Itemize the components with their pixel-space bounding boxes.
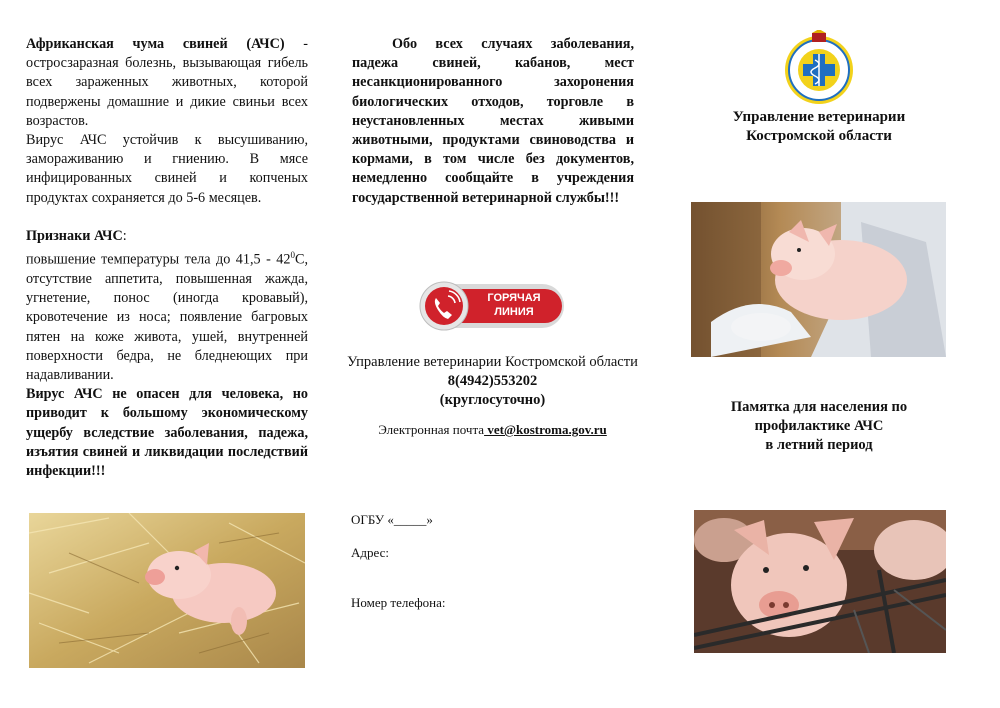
virus-paragraph: Вирус АЧС устойчив к высушиванию, замораживанию и гниению. В мясе инфицированных свиней и копченых продуктах сохраняется до 5-6 месяцев.: [26, 132, 308, 206]
signs-title: Признаки АЧС: [26, 227, 123, 244]
intro-title: Африканская чума свиней (АЧС): [26, 36, 285, 52]
middle-column: [352, 35, 634, 208]
piglet-on-straw-photo: [29, 513, 305, 668]
intro-paragraph: [26, 35, 308, 131]
contact-email-line: [345, 420, 640, 439]
veterinary-emblem: [781, 30, 857, 106]
signs-heading-line: Признаки АЧС:: [26, 227, 127, 244]
ogbu-field: ОГБУ «_____»: [351, 512, 433, 527]
hotline-label-2: ЛИНИЯ: [494, 306, 534, 318]
vet-holding-piglet-photo: [691, 202, 946, 357]
warning-paragraph: Вирус АЧС не опасен для человека, но приводит к большому экономическому ущербу вследствие заболевания, падежа, изъятия свиней и ликвидации последствий инфекции!!!: [26, 386, 308, 479]
pig-in-pen-photo: [694, 510, 946, 653]
signs-paragraph: повышение температуры тела до $41,5 - 42^0С$, отсутствие аппетита, повышенная жажда, угнетение, понос (иногда кровавый), кровотечение из носа; появление багровых пятен на коже живота, ушей, внутренней поверхности бедра, не бледнеющих при надавливании.: [26, 250, 308, 383]
report-notice: Обо всех случаях заболевания, падежа свиней, кабанов, мест несанкционированного захоронения биологических отходов, торговле в неустановленных местах живыми животными, продуктами свиноводства и кормами, в том числе без документов, немедленно сообщайте в учреждения государственной ветеринарной службы!!!: [352, 36, 634, 206]
contact-block: [345, 353, 640, 439]
contact-hours: (круглосуточно): [439, 392, 546, 408]
left-column: [26, 35, 308, 481]
email-label: Электронная почта: [378, 422, 485, 437]
hotline-badge: [418, 280, 566, 332]
memo-title: Памятка для населения по профилактике АЧС в летний период: [730, 399, 908, 453]
hotline-label-1: ГОРЯЧАЯ: [487, 292, 541, 304]
intro-text: - остросзаразная болезнь, вызывающая гибель всех зараженных животных, которой подвержены домашние и дикие свиньи всех возрастов.: [26, 36, 308, 129]
phone-field-label: Номер телефона:: [351, 595, 446, 610]
contact-org: Управление ветеринарии Костромской области: [347, 354, 638, 370]
right-org-title: Управление ветеринарии Костромской области: [732, 109, 906, 144]
email-link[interactable]: vet@kostroma.gov.ru: [484, 422, 607, 437]
contact-phone: 8(4942)553202: [447, 373, 538, 389]
address-label: Адрес:: [351, 545, 389, 560]
